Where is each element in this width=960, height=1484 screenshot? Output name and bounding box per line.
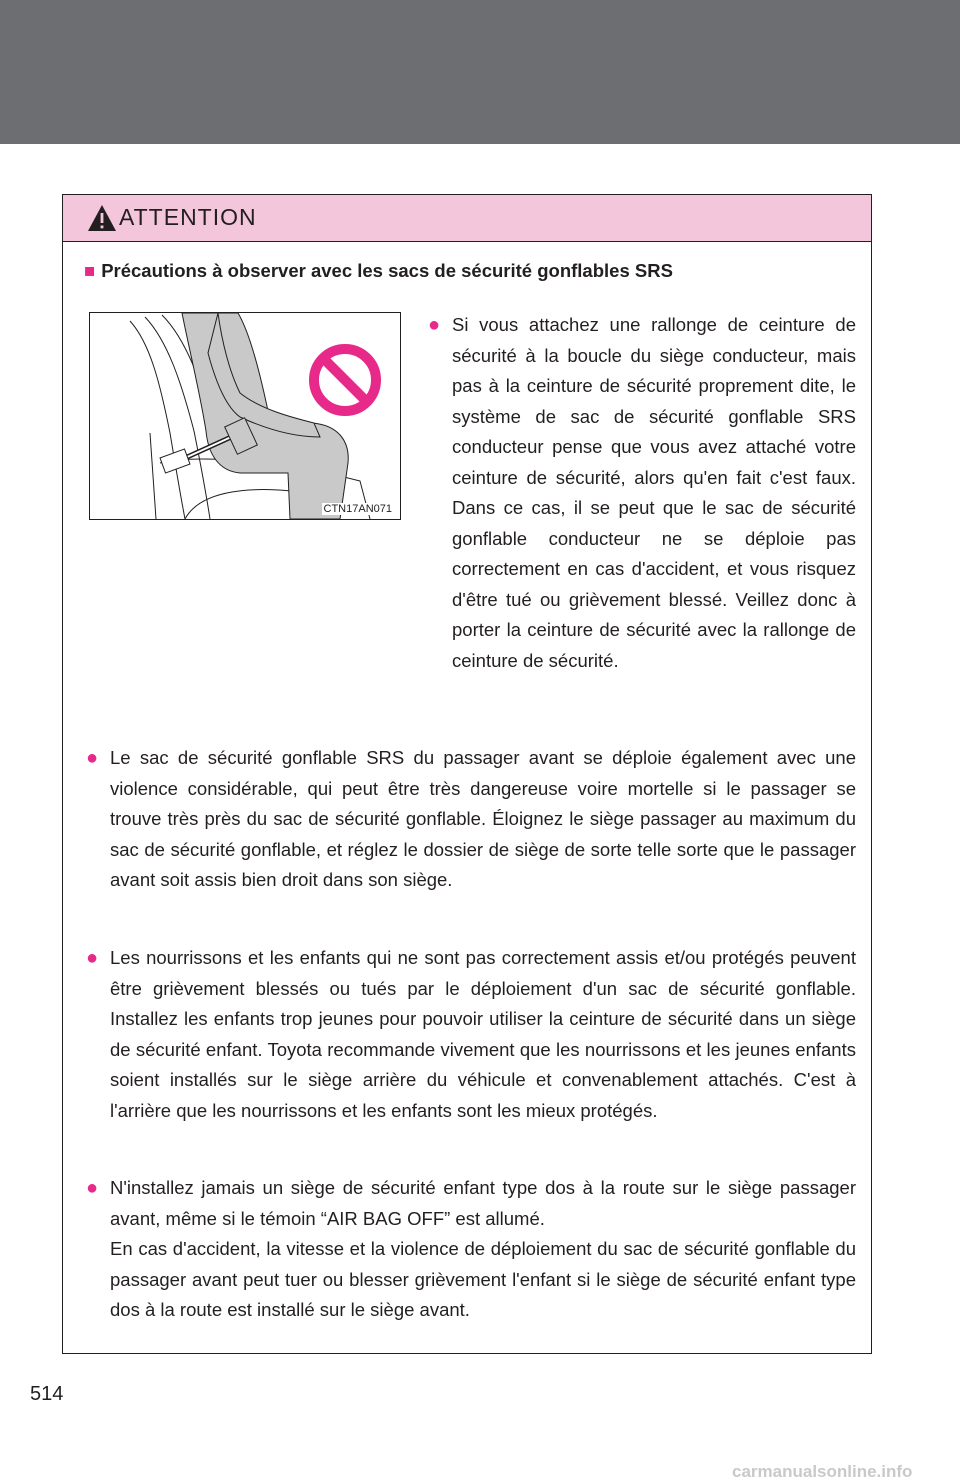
seat-belt-illustration <box>89 312 401 520</box>
top-band <box>0 0 960 144</box>
attention-title: ATTENTION <box>119 204 257 230</box>
page-number: 514 <box>30 1383 64 1405</box>
prohibition-icon <box>308 343 382 417</box>
bullet-text: Les nourrissons et les enfants qui ne sont pas correctement assis et/ou protégés peuvent être grièvement blessés ou tués par le déploiement d'un sac de sécurité gonflable. Installez les enfants trop jeunes pour pouvoir utiliser la ceinture de sécurité dans un siège de sécurité enfant. Toyota recommande vivement que les nourrissons et les jeunes enfants soient installés sur le siège arrière du véhicule et convenablement attachés. C'est à l'arrière que les nourrissons et les enfants sont les mieux protégés. <box>110 947 856 1121</box>
section-title-text: Précautions à observer avec les sacs de sécurité gonflables SRS <box>101 260 673 281</box>
bullet-item <box>86 1173 856 1326</box>
bullet-item <box>86 943 856 1126</box>
bullet-dot-icon: ● <box>428 314 441 336</box>
bullet-text: N'installez jamais un siège de sécurité enfant type dos à la route sur le siège passager avant, même si le témoin “AIR BAG OFF” est allumé. <box>110 1177 856 1229</box>
bullet-dot-icon: ● <box>86 747 99 769</box>
warning-triangle-icon <box>86 203 118 233</box>
bullet-text: Le sac de sécurité gonflable SRS du passager avant se déploie également avec une violence considérable, qui peut être très dangereuse voire mortelle si le passager se trouve très près du sac de sécurité gonflable. Éloignez le siège passager au maximum du sac de sécurité gonflable, et réglez le dossier de siège de sorte telle sorte que le passager avant soit assis bien droit dans son siège. <box>110 747 856 890</box>
bullet-dot-icon: ● <box>86 1177 99 1199</box>
bullet-item <box>428 310 856 676</box>
watermark: carmanualsonline.info <box>732 1462 913 1481</box>
bullet-item <box>86 743 856 896</box>
bullet-text: Si vous attachez une rallonge de ceinture de sécurité à la boucle du siège conducteur, mais pas à la ceinture de sécurité proprement dite, le système de sac de sécurité gonflable SRS conducteur pense que vous avez attaché votre ceinture de sécurité, alors qu'en fait c'est faux. Dans ce cas, il se peut que le sac de sécurité gonflable conducteur ne se déploie pas correctement en cas d'accident, et vous risquez d'être tué ou grièvement blessé. Veillez donc à porter la ceinture de sécurité avec la rallonge de ceinture de sécurité. <box>452 314 856 671</box>
attention-box <box>62 194 872 1354</box>
section-title <box>84 258 673 284</box>
bullet-continuation: En cas d'accident, la vitesse et la violence de déploiement du sac de sécurité gonflable du passager avant peut tuer ou blesser grièvement l'enfant si le siège de sécurité enfant type dos à la route est installé sur le siège avant. <box>110 1238 856 1320</box>
square-bullet-icon: ■ <box>84 260 96 281</box>
bullet-dot-icon: ● <box>86 947 99 969</box>
attention-header <box>63 195 871 242</box>
illustration-code: CTN17AN071 <box>323 503 392 515</box>
